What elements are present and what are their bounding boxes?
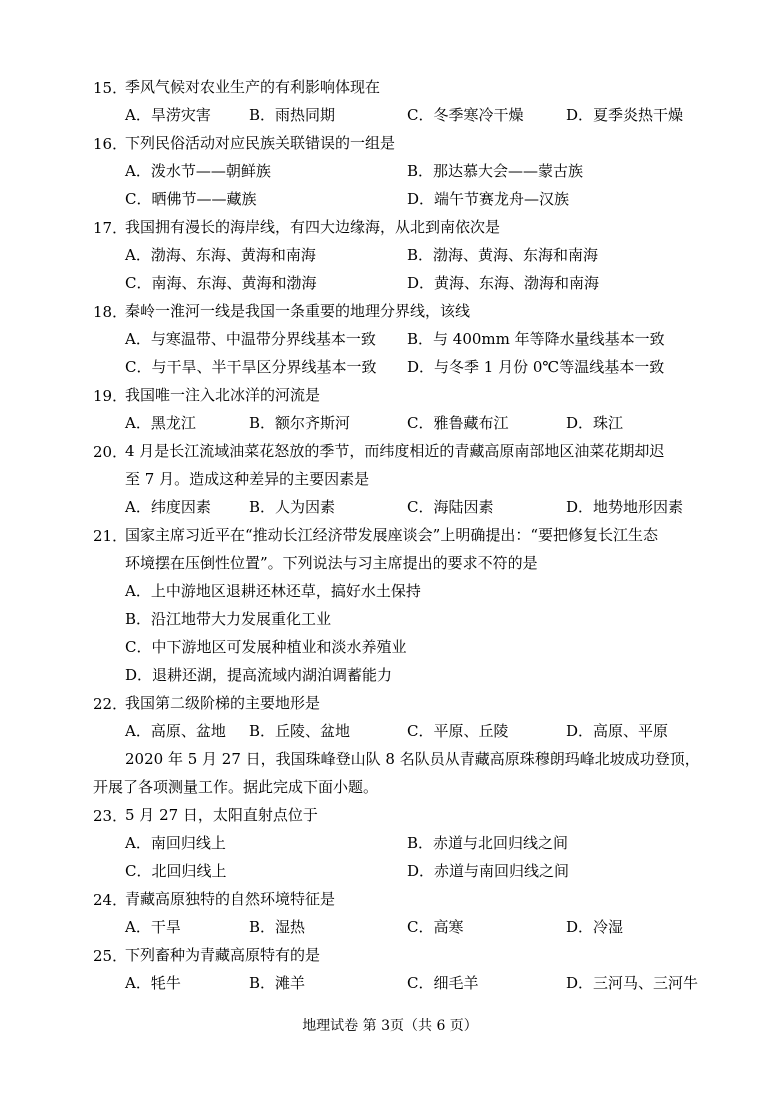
option-c: C．北回归线上 [125, 862, 227, 880]
passage-line-2: 开展了各项测量工作。据此完成下面小题。 [93, 778, 379, 796]
option-a: A．泼水节——朝鲜族 [125, 162, 271, 180]
question-text: 下列民俗活动对应民族关联错误的一组是 [125, 134, 396, 152]
option-d: D．端午节赛龙舟—汉族 [407, 190, 570, 208]
question-number: 16． [93, 135, 128, 153]
question-number: 18． [93, 303, 128, 321]
option-a: A．牦牛 [125, 974, 181, 992]
option-a: A．旱涝灾害 [125, 106, 211, 124]
question-text: 季风气候对农业生产的有利影响体现在 [125, 78, 381, 96]
option-b: B．人为因素 [249, 498, 336, 516]
option-c: C．冬季寒冷干燥 [407, 106, 524, 124]
question-number: 20． [93, 443, 128, 461]
question-number: 19． [93, 387, 128, 405]
option-b: B．与 400mm 年等降水量线基本一致 [407, 330, 665, 348]
question-number: 17． [93, 219, 128, 237]
option-b: B．沿江地带大力发展重化工业 [125, 610, 332, 628]
option-a: A．与寒温带、中温带分界线基本一致 [125, 330, 376, 348]
option-a: A．干旱 [125, 918, 181, 936]
option-b: B．赤道与北回归线之间 [407, 834, 569, 852]
option-a: A．高原、盆地 [125, 722, 226, 740]
passage-line-1: 2020 年 5 月 27 日，我国珠峰登山队 8 名队员从青藏高原珠穆朗玛峰北坡成功登顶， [125, 750, 700, 768]
question-number: 25． [93, 947, 128, 965]
option-d: D．退耕还湖，提高流域内湖泊调蓄能力 [125, 666, 393, 684]
option-b: B．雨热同期 [249, 106, 336, 124]
option-d: D．冷湿 [566, 918, 624, 936]
page-footer: 地理试卷 第 3页（共 6 页） [302, 1018, 478, 1034]
question-text: 我国唯一注入北冰洋的河流是 [125, 386, 321, 404]
option-d: D．高原、平原 [566, 722, 669, 740]
question-number: 21． [93, 527, 128, 545]
question-text: 秦岭一淮河一线是我国一条重要的地理分界线，该线 [125, 302, 471, 320]
question-text: 青藏高原独特的自然环境特征是 [125, 890, 336, 908]
option-c: C．高寒 [407, 918, 464, 936]
question-text: 5 月 27 日，太阳直射点位于 [125, 806, 318, 824]
question-number: 15． [93, 79, 128, 97]
option-d: D．与冬季 1 月份 0℃等温线基本一致 [407, 358, 665, 376]
option-d: D．三河马、三河牛 [566, 974, 699, 992]
option-c: C．晒佛节——藏族 [125, 190, 257, 208]
option-c: C．海陆因素 [407, 498, 494, 516]
option-d: D．珠江 [566, 414, 624, 432]
question-text-line2: 环境摆在压倒性位置”。下列说法与习主席提出的要求不符的是 [125, 554, 538, 572]
option-d: D．赤道与南回归线之间 [407, 862, 570, 880]
option-d: D．地势地形因素 [566, 498, 684, 516]
option-a: A．渤海、东海、黄海和南海 [125, 246, 316, 264]
option-a: A．黑龙江 [125, 414, 196, 432]
option-c: C．与干旱、半干旱区分界线基本一致 [125, 358, 377, 376]
option-c: C．南海、东海、黄海和渤海 [125, 274, 317, 292]
option-c: C．中下游地区可发展种植业和淡水养殖业 [125, 638, 407, 656]
option-d: D．夏季炎热干燥 [566, 106, 684, 124]
question-number: 22． [93, 695, 128, 713]
option-b: B．湿热 [249, 918, 306, 936]
question-text: 我国拥有漫长的海岸线，有四大边缘海，从北到南依次是 [125, 218, 501, 236]
question-number: 23． [93, 807, 128, 825]
option-b: B．丘陵、盆地 [249, 722, 351, 740]
option-c: C．细毛羊 [407, 974, 479, 992]
option-a: A．上中游地区退耕还林还草，搞好水土保持 [125, 582, 421, 600]
option-b: B．渤海、黄海、东海和南海 [407, 246, 599, 264]
option-d: D．黄海、东海、渤海和南海 [407, 274, 600, 292]
option-b: B．那达慕大会——蒙古族 [407, 162, 584, 180]
question-text: 我国第二级阶梯的主要地形是 [125, 694, 321, 712]
question-text: 下列畜种为青藏高原特有的是 [125, 946, 321, 964]
option-b: B．额尔齐斯河 [249, 414, 351, 432]
option-a: A．南回归线上 [125, 834, 226, 852]
option-c: C．平原、丘陵 [407, 722, 509, 740]
option-c: C．雅鲁藏布江 [407, 414, 509, 432]
question-number: 24． [93, 891, 128, 909]
question-text-line1: 4 月是长江流域油菜花怒放的季节，而纬度相近的青藏高原南部地区油菜花期却迟 [125, 442, 665, 460]
question-text-line1: 国家主席习近平在“推动长江经济带发展座谈会”上明确提出：“要把修复长江生态 [125, 526, 659, 544]
question-text-line2: 至 7 月。造成这种差异的主要因素是 [125, 470, 370, 488]
option-b: B．滩羊 [249, 974, 306, 992]
option-a: A．纬度因素 [125, 498, 211, 516]
